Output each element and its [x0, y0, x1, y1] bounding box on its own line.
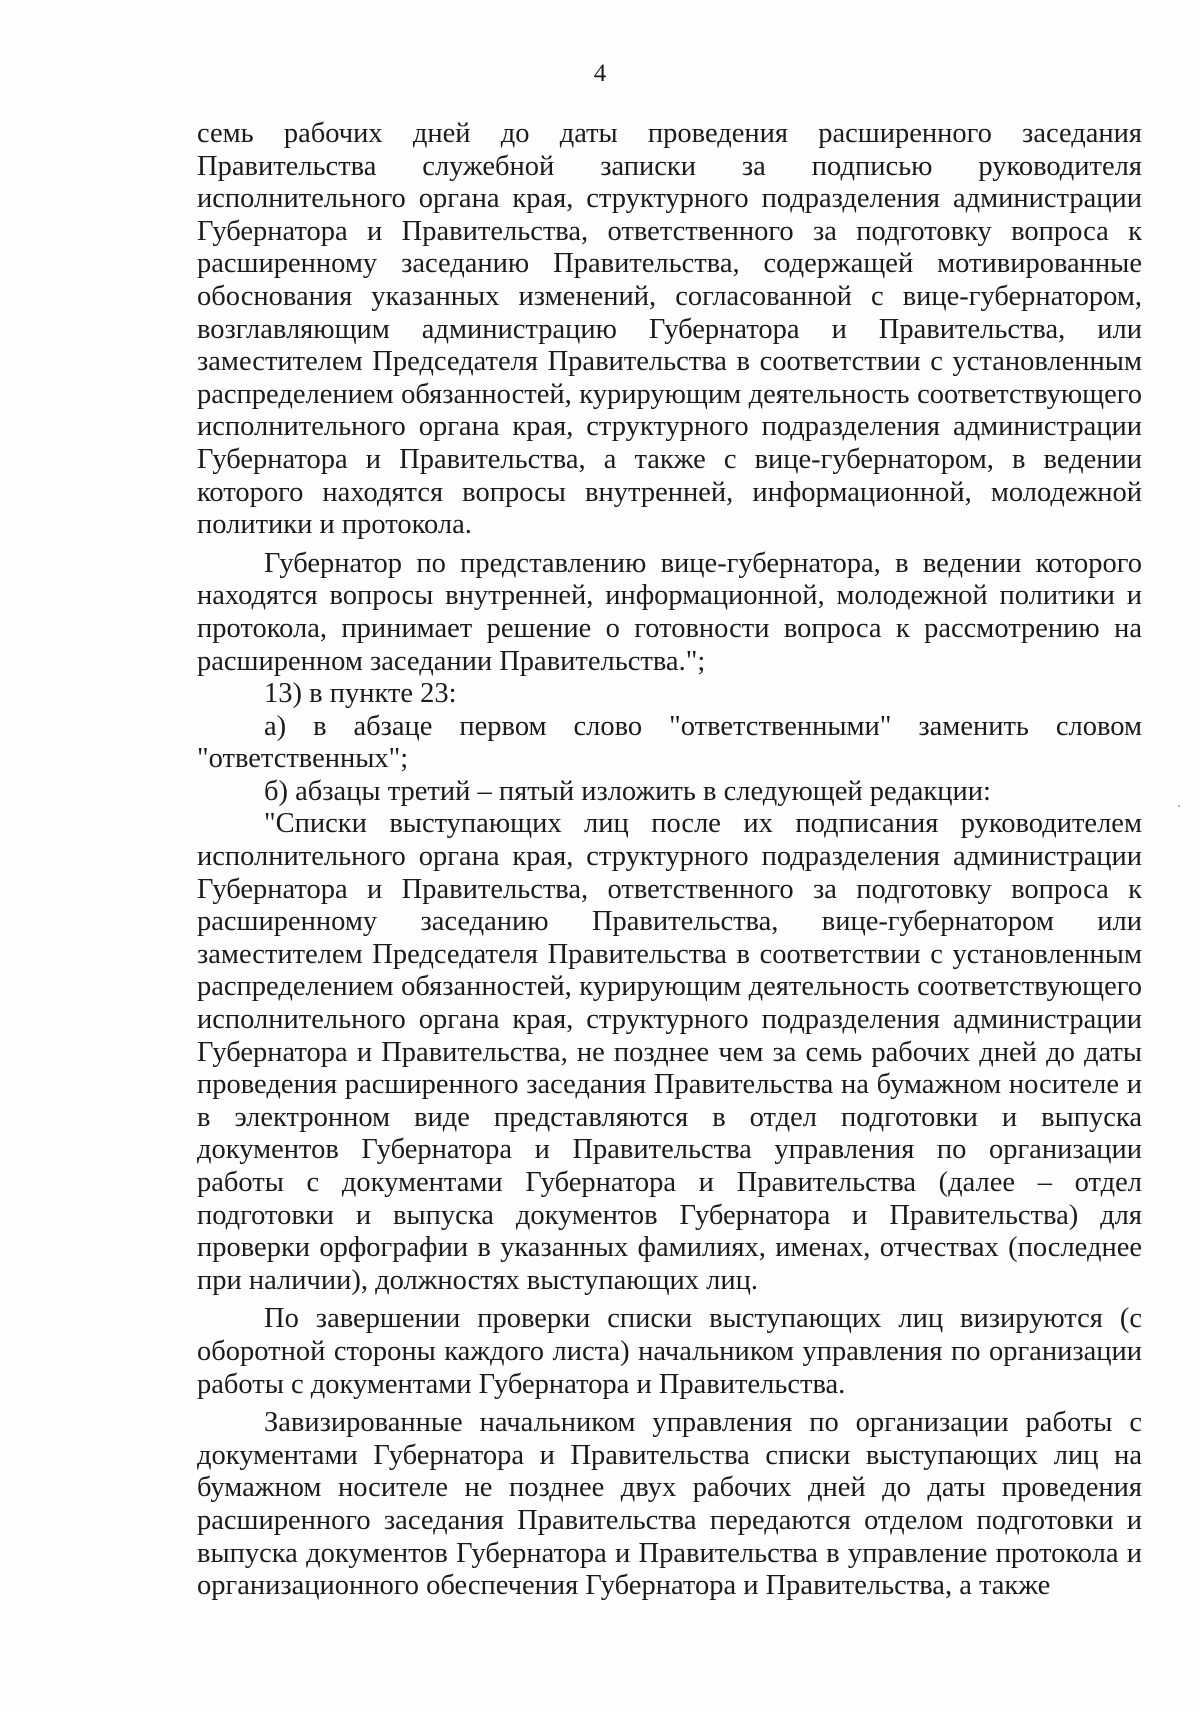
paragraph-governor-decision: Губернатор по представлению вице-губернатора, в ведении которого находятся вопросы внутренней, информационной, молодежной политики и протокола, принимает решение о готовности вопроса к рассмотрению на расширенном заседании Правительства.";	[197, 547, 1142, 677]
paragraph-verification: По завершении проверки списки выступающих лиц визируются (с оборотной стороны каждого листа) начальником управления по организации работы с документами Губернатора и Правительства.	[197, 1303, 1142, 1400]
paragraph-transfer: Завизированные начальником управления по организации работы с документами Губернатора и Правительства списки выступающих лиц на бумажном носителе не позднее двух рабочих дней до даты проведения расширенного заседания Правительства передаются отделом подготовки и выпуска документов Губернатора и Правительства в управление протокола и организационного обеспечения Губернатора и Правительства, а также	[197, 1407, 1142, 1602]
paragraph-continuation: семь рабочих дней до даты проведения расширенного заседания Правительства служебной записки за подписью руководителя исполнительного органа края, структурного подразделения администрации Губернатора и Правительства, ответственного за подготовку вопроса к расширенному заседанию Правительства, содержащей мотивированные обоснования указанных изменений, согласованной с вице-губернатором, возглавляющим администрацию Губернатора и Правительства, или заместителем Председателя Правительства в соответствии с установленным распределением обязанностей, курирующим деятельность соответствующего исполнительного органа края, структурного подразделения администрации Губернатора и Правительства, а также с вице-губернатором, в ведении которого находятся вопросы внутренней, информационной, молодежной политики и протокола.	[197, 118, 1142, 541]
paragraph-subitem-b: б) абзацы третий – пятый изложить в следующей редакции:	[264, 775, 991, 807]
document-body	[197, 118, 1142, 1603]
page-number: 4	[593, 60, 607, 87]
paragraph-item-13: 13) в пункте 23:	[264, 678, 457, 710]
scan-dot	[1178, 805, 1180, 807]
paragraph-subitem-a: а) в абзаце первом слово "ответственными" заменить словом "ответственных";	[197, 710, 1142, 775]
paragraph-speaker-lists: "Списки выступающих лиц после их подписания руководителем исполнительного органа края, структурного подразделения администрации Губернатора и Правительства, ответственного за подготовку вопроса к расширенному заседанию Правительства, вице-губернатором или заместителем Председателя Правительства в соответствии с установленным распределением обязанностей, курирующим деятельность соответствующего исполнительного органа края, структурного подразделения администрации Губернатора и Правительства, не позднее чем за семь рабочих дней до даты проведения расширенного заседания Правительства на бумажном носителе и в электронном виде представляются в отдел подготовки и выпуска документов Губернатора и Правительства управления по организации работы с документами Губернатора и Правительства (далее – отдел подготовки и выпуска документов Губернатора и Правительства) для проверки орфографии в указанных фамилиях, именах, отчествах (последнее при наличии), должностях выступающих лиц.	[197, 808, 1142, 1296]
